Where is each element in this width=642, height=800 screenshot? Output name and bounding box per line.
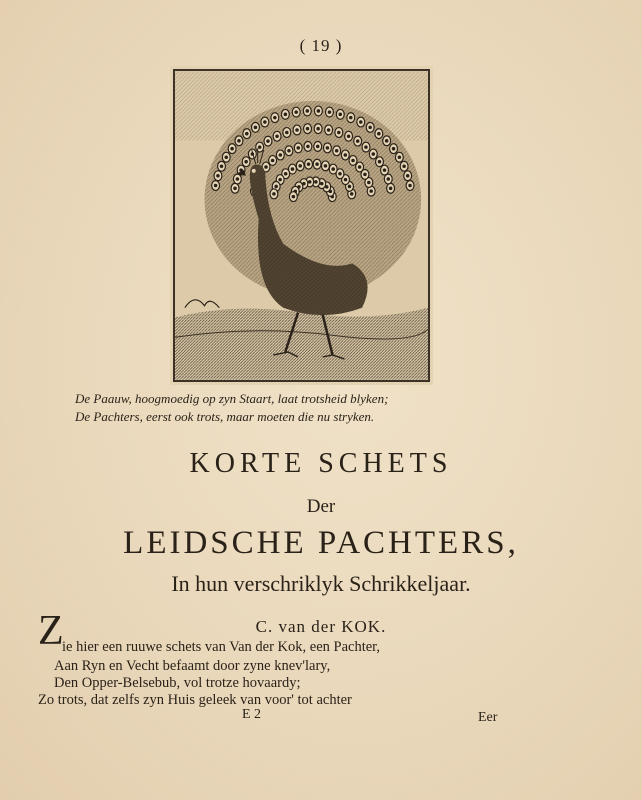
speaker-heading: C. van der KOK.: [255, 617, 387, 636]
page-number: ( 19 ): [299, 36, 343, 55]
title-leidsche-pachters: LEIDSCHE PACHTERS,: [123, 525, 519, 561]
poem-line: Zo trots, dat zelfs zyn Huis geleek van voor' tot achter: [38, 692, 352, 708]
peacock-engraving: [173, 69, 430, 382]
catchword: Eer: [478, 710, 498, 725]
drop-initial: Z: [38, 608, 64, 654]
poem-line: ie hier een ruuwe schets van Van der Kok, een Pachter,: [62, 639, 381, 655]
caption-line-2: De Pachters, eerst ook trots, maar moeten die nu stryken.: [75, 409, 375, 424]
title-der: Der: [306, 496, 336, 517]
signature-mark: E 2: [242, 707, 262, 722]
title-korte-schets: KORTE SCHETS: [189, 448, 453, 479]
subtitle: In hun verschriklyk Schrikkeljaar.: [171, 571, 471, 596]
poem-line: Den Opper-Belsebub, vol trotze hovaardy;: [54, 675, 301, 691]
caption-line-1: De Paauw, hoogmoedig op zyn Staart, laat trotsheid blyken;: [75, 391, 389, 406]
poem-line: Aan Ryn en Vecht befaamt door zyne knev'lary,: [54, 658, 331, 674]
